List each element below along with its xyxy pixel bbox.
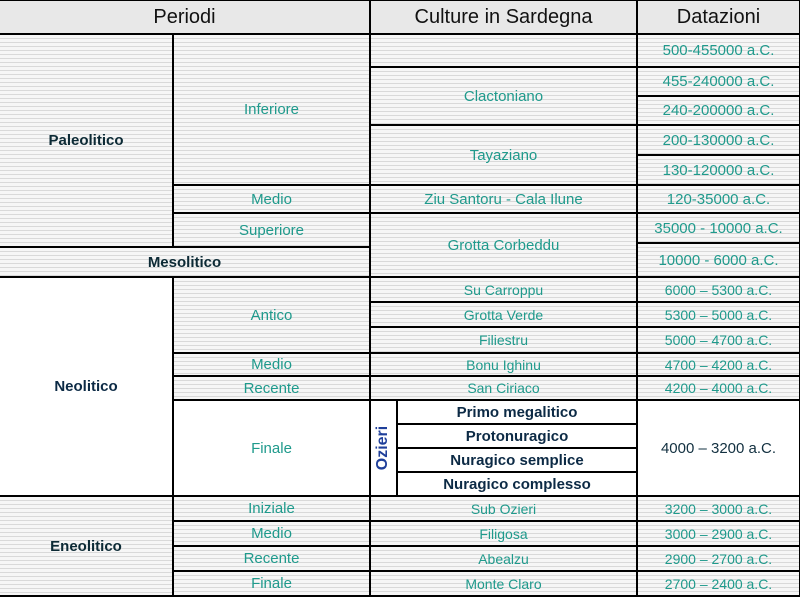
culture-empty-top (371, 35, 638, 68)
culture-ziu-santoru: Ziu Santoru - Cala Ilune (371, 186, 638, 214)
culture-grotta-verde: Grotta Verde (371, 303, 638, 328)
subperiod-paleo-inferiore: Inferiore (174, 35, 371, 186)
date-row: 5000 – 4700 a.C. (638, 328, 800, 354)
culture-filigosa: Filigosa (371, 522, 638, 547)
date-row: 130-120000 a.C. (638, 156, 800, 186)
date-row: 4200 – 4000 a.C. (638, 377, 800, 401)
period-mesolitico: Mesolitico (0, 248, 371, 278)
date-row: 200-130000 a.C. (638, 126, 800, 156)
date-row: 4700 – 4200 a.C. (638, 354, 800, 377)
date-row: 4000 – 3200 a.C. (638, 401, 800, 497)
culture-filiestru: Filiestru (371, 328, 638, 354)
period-eneolitico: Eneolitico (0, 497, 174, 597)
subperiod-eneo-medio: Medio (174, 522, 371, 547)
culture-bonu-ighinu: Bonu Ighinu (371, 354, 638, 377)
subperiod-neo-recente: Recente (174, 377, 371, 401)
period-neolitico: Neolitico (0, 278, 174, 497)
subperiod-eneo-recente: Recente (174, 547, 371, 572)
date-row: 2700 – 2400 a.C. (638, 572, 800, 597)
subperiod-paleo-medio: Medio (174, 186, 371, 214)
date-row: 240-200000 a.C. (638, 97, 800, 126)
subperiod-neo-medio: Medio (174, 354, 371, 377)
date-row: 6000 – 5300 a.C. (638, 278, 800, 303)
culture-nuragico-complesso: Nuragico complesso (398, 473, 638, 497)
date-row: 10000 - 6000 a.C. (638, 244, 800, 278)
subperiod-neo-antico: Antico (174, 278, 371, 354)
culture-primo-megalitico: Primo megalitico (398, 401, 638, 425)
date-row: 3000 – 2900 a.C. (638, 522, 800, 547)
date-row: 120-35000 a.C. (638, 186, 800, 214)
culture-nuragico-semplice: Nuragico semplice (398, 449, 638, 473)
date-row: 500-455000 a.C. (638, 35, 800, 68)
header-periodi: Periodi (0, 0, 371, 35)
culture-tayaziano: Tayaziano (371, 126, 638, 186)
date-row: 2900 – 2700 a.C. (638, 547, 800, 572)
culture-san-ciriaco: San Ciriaco (371, 377, 638, 401)
date-row: 35000 - 10000 a.C. (638, 214, 800, 244)
culture-clactoniano: Clactoniano (371, 68, 638, 126)
subperiod-paleo-superiore: Superiore (174, 214, 371, 248)
subperiod-neo-finale: Finale (174, 401, 371, 497)
period-paleolitico: Paleolitico (0, 35, 174, 248)
header-culture: Culture in Sardegna (371, 0, 638, 35)
culture-ozieri (371, 401, 398, 497)
culture-monte-claro: Monte Claro (371, 572, 638, 597)
subperiod-eneo-finale: Finale (174, 572, 371, 597)
header-datazioni: Datazioni (638, 0, 800, 35)
date-row: 455-240000 a.C. (638, 68, 800, 97)
ozieri-label: Ozieri (374, 425, 392, 471)
date-row: 3200 – 3000 a.C. (638, 497, 800, 522)
culture-sub-ozieri: Sub Ozieri (371, 497, 638, 522)
culture-su-carroppu: Su Carroppu (371, 278, 638, 303)
culture-protonuragico: Protonuragico (398, 425, 638, 449)
date-row: 5300 – 5000 a.C. (638, 303, 800, 328)
subperiod-eneo-iniziale: Iniziale (174, 497, 371, 522)
culture-grotta-corbeddu: Grotta Corbeddu (371, 214, 638, 278)
culture-abealzu: Abealzu (371, 547, 638, 572)
